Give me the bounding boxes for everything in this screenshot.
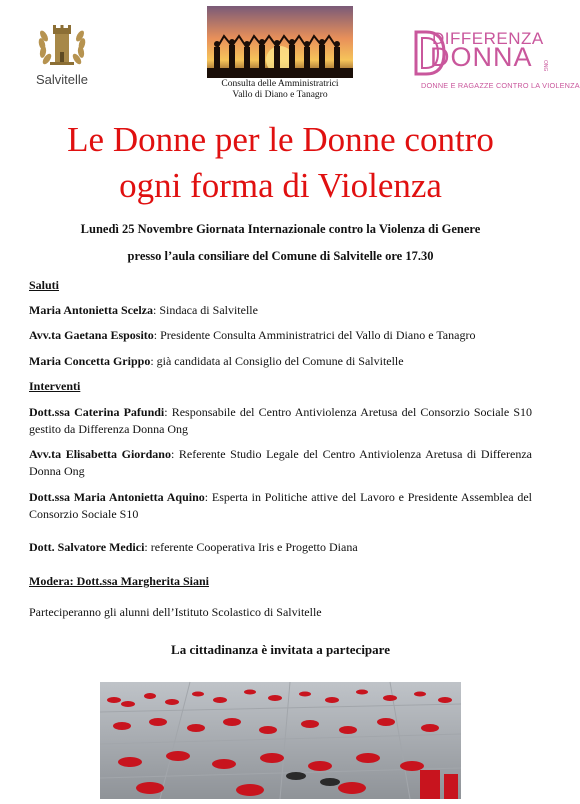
saluti-item: [29, 353, 532, 370]
interventi-heading: Interventi: [29, 379, 81, 393]
speaker-role: : già candidata al Consiglio del Comune di Salvitelle: [150, 354, 404, 368]
consulta-caption: [207, 79, 353, 101]
speaker-name: Maria Antonietta Scelza: [29, 303, 153, 317]
speaker-role: : Presidente Consulta Amministratrici del Vallo di Diano e Tanagro: [153, 328, 476, 342]
speaker-name: Avv.ta Gaetana Esposito: [29, 328, 154, 342]
saluti-heading: Saluti: [29, 278, 60, 292]
salvitelle-logo: [22, 22, 102, 94]
speaker-name: Avv.ta Elisabetta Giordano: [29, 447, 171, 461]
consulta-caption-line2: Vallo di Diano e Tanagro: [232, 90, 328, 100]
speaker-role: : Esperta in Politiche attive del Lavoro e Presidente Assemblea del Consorzio Sociale S10: [29, 490, 532, 521]
logo-word-donna: DONNA: [430, 42, 533, 72]
title-line1: Le Donne per le Donne contro: [67, 120, 494, 159]
saluti-item: [29, 327, 532, 344]
logo-tagline: DONNE E RAGAZZE CONTRO LA VIOLENZA: [421, 81, 580, 90]
interventi-item: [29, 489, 532, 522]
invite-line: La cittadinanza è invitata a partecipare: [171, 642, 390, 657]
saluti-item: [29, 302, 532, 319]
sunset-silhouettes-image: [207, 6, 353, 78]
laurel-tower-icon: [22, 22, 102, 72]
students-line: Parteciperanno gli alunni dell’Istituto Scolastico di Salvitelle: [29, 605, 322, 619]
title-line2: ogni forma di Violenza: [119, 166, 442, 205]
speaker-name: Maria Concetta Grippo: [29, 354, 151, 368]
red-shoes-photo: [100, 682, 461, 799]
differenza-donna-logo: [410, 26, 580, 90]
speaker-role: : Responsabile del Centro Antiviolenza Aretusa del Consorzio Sociale S10 gestito da Differenza Donna Ong: [29, 405, 532, 436]
speaker-name: Dott.ssa Maria Antonietta Aquino: [29, 490, 205, 504]
salvitelle-logo-text: Salvitelle: [35, 72, 89, 87]
logo-word-differenza: DIFFERENZA: [432, 29, 544, 48]
interventi-item: [29, 539, 532, 556]
page-title: [0, 117, 561, 209]
speaker-role: : Sindaca di Salvitelle: [152, 303, 258, 317]
interventi-item: [29, 404, 532, 437]
place-line: presso l’aula consiliare del Comune di Salvitelle ore 17.30: [127, 249, 434, 263]
consulta-caption-line1: Consulta delle Amministratrici: [221, 79, 339, 89]
date-line: Lunedì 25 Novembre Giornata Internazionale contro la Violenza di Genere: [80, 222, 481, 236]
speaker-name: Dott. Salvatore Medici: [29, 540, 145, 554]
speaker-name: Dott.ssa Caterina Pafundi: [29, 405, 165, 419]
speaker-role: : referente Cooperativa Iris e Progetto Diana: [144, 540, 358, 554]
logo-ong: ONG: [542, 60, 548, 72]
speaker-role: : Referente Studio Legale del Centro Antiviolenza Aretusa di Differenza Donna Ong: [29, 447, 532, 478]
moderator-line: Modera: Dott.ssa Margherita Siani: [29, 574, 209, 588]
interventi-item: [29, 446, 532, 479]
